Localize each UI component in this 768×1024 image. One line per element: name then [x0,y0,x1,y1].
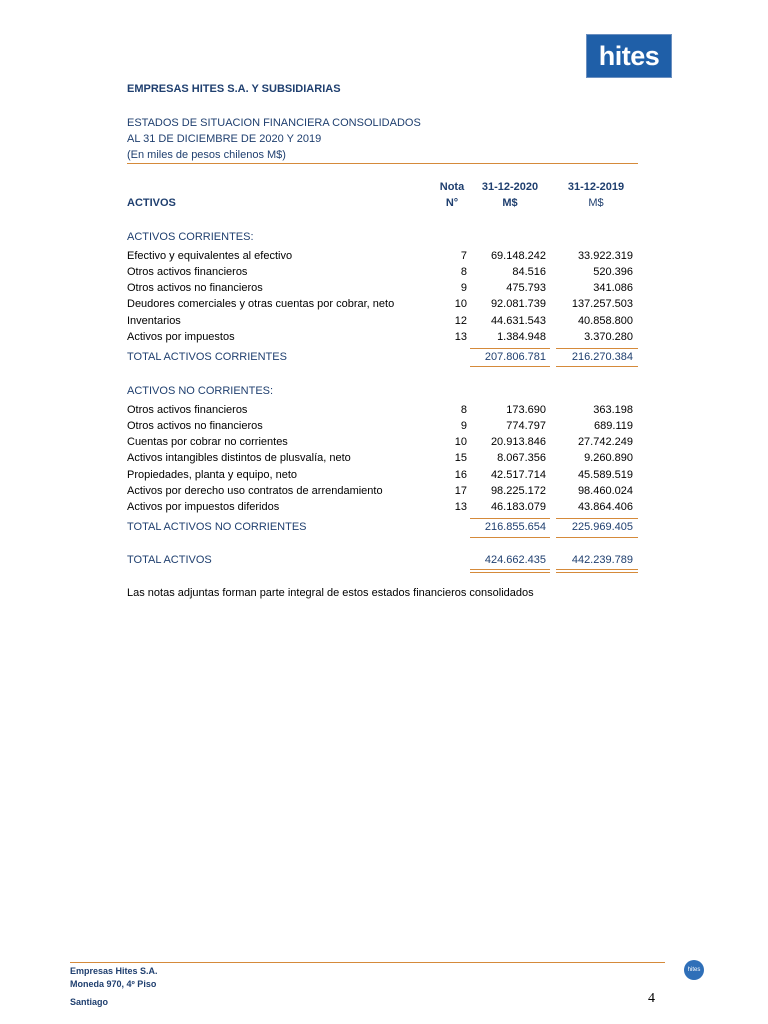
row-value-2020: 92.081.739 [490,298,546,310]
total-value-2020: 207.806.781 [484,351,546,363]
total-value-2019: 216.270.384 [571,351,633,363]
row-value-2020: 44.631.543 [490,315,546,327]
row-value-2020: 84.516 [512,266,546,278]
row-nota: 13 [454,331,467,343]
row-label: Activos por impuestos [127,331,235,343]
row-label: Propiedades, planta y equipo, neto [127,469,298,481]
row-value-2020: 20.913.846 [490,436,546,448]
footer-logo-text: hites [687,967,701,973]
row-value-2019: 689.119 [594,420,633,432]
total-rule-2019 [556,537,638,538]
row-label: Otros activos no financieros [127,282,263,294]
logo-text: hites [598,40,660,71]
table-row [127,404,638,420]
subtotal-rule-2020 [470,348,550,349]
row-label: Otros activos no financieros [127,420,263,432]
row-value-2020: 42.517.714 [490,469,546,481]
total-row [127,521,638,537]
table-row [127,420,638,436]
row-value-2020: 173.690 [506,404,546,416]
statement-units: (En miles de pesos chilenos M$) [127,149,286,161]
row-value-2019: 98.460.024 [577,485,633,497]
row-label: Otros activos financieros [127,404,248,416]
noncurrent-assets-heading: ACTIVOS NO CORRIENTES: [127,385,274,397]
grand-total-row [127,554,638,570]
footer-logo-icon [684,960,704,980]
row-nota: 7 [460,250,467,262]
col-2019-top: 31-12-2019 [567,181,625,193]
subtotal-rule-2020 [470,518,550,519]
row-value-2019: 520.396 [593,266,633,278]
grand-total-double-rule-2019 [556,572,638,573]
col-2020-top: 31-12-2020 [481,181,539,193]
footnote: Las notas adjuntas forman parte integral de estos estados financieros consolidados [127,587,534,599]
hites-logo [586,34,672,78]
footer-address: Moneda 970, 4º Piso [70,979,157,989]
row-nota: 17 [454,485,467,497]
total-value-2020: 216.855.654 [484,521,546,533]
row-value-2020: 774.797 [506,420,546,432]
row-label: Activos por derecho uso contratos de arrendamiento [127,485,383,497]
grand-total-rule-2019 [556,569,638,570]
row-value-2020: 8.067.356 [497,452,546,464]
section-header-activos: ACTIVOS [127,197,176,209]
table-row [127,331,638,347]
table-row [127,282,638,298]
row-nota: 9 [460,420,467,432]
subtotal-rule-2019 [556,518,638,519]
col-nota-bottom: N° [445,197,459,209]
row-nota: 10 [454,436,467,448]
total-rule-2020 [470,537,550,538]
row-label: Activos por impuestos diferidos [127,501,280,513]
row-value-2019: 27.742.249 [577,436,633,448]
footer-company: Empresas Hites S.A. [70,966,158,976]
grand-total-rule-2020 [470,569,550,570]
table-row [127,452,638,468]
grand-total-value-2019: 442.239.789 [571,554,633,566]
row-nota: 16 [454,469,467,481]
col-nota-top: Nota [439,181,465,193]
total-label: TOTAL ACTIVOS CORRIENTES [127,351,287,363]
total-row [127,351,638,367]
row-nota: 10 [454,298,467,310]
grand-total-label: TOTAL ACTIVOS [127,554,212,566]
row-value-2020: 69.148.242 [490,250,546,262]
total-rule-2020 [470,366,550,367]
footer-city: Santiago [70,997,109,1007]
row-nota: 9 [460,282,467,294]
row-nota: 12 [454,315,467,327]
total-label: TOTAL ACTIVOS NO CORRIENTES [127,521,307,533]
row-label: Efectivo y equivalentes al efectivo [127,250,293,262]
current-assets-heading: ACTIVOS CORRIENTES: [127,231,254,243]
row-value-2019: 363.198 [593,404,633,416]
table-row [127,266,638,282]
row-nota: 8 [460,404,467,416]
row-label: Otros activos financieros [127,266,248,278]
grand-total-value-2020: 424.662.435 [484,554,546,566]
row-label: Inventarios [127,315,181,327]
row-nota: 15 [454,452,467,464]
row-value-2019: 137.257.503 [571,298,633,310]
row-label: Deudores comerciales y otras cuentas por cobrar, neto [127,298,395,310]
row-value-2019: 3.370.280 [584,331,633,343]
table-row [127,501,638,517]
footer-rule [70,962,665,963]
table-row [127,485,638,501]
table-row [127,250,638,266]
page-number: 4 [648,991,655,1006]
total-rule-2019 [556,366,638,367]
row-label: Cuentas por cobrar no corrientes [127,436,288,448]
col-2019-bottom: M$ [588,197,604,209]
row-value-2019: 9.260.890 [584,452,633,464]
row-value-2019: 40.858.800 [577,315,633,327]
statement-date: AL 31 DE DICIEMBRE DE 2020 Y 2019 [127,133,322,145]
row-value-2019: 33.922.319 [577,250,633,262]
subtotal-rule-2019 [556,348,638,349]
table-row [127,298,638,314]
statement-title: ESTADOS DE SITUACION FINANCIERA CONSOLIDADOS [127,117,421,129]
row-nota: 8 [460,266,467,278]
row-nota: 13 [454,501,467,513]
table-row [127,469,638,485]
row-value-2020: 98.225.172 [490,485,546,497]
row-value-2020: 1.384.948 [497,331,546,343]
row-value-2019: 341.086 [593,282,633,294]
row-label: Activos intangibles distintos de plusvalía, neto [127,452,351,464]
grand-total-double-rule-2020 [470,572,550,573]
row-value-2020: 475.793 [506,282,546,294]
row-value-2020: 46.183.079 [490,501,546,513]
table-row [127,315,638,331]
company-name: EMPRESAS HITES S.A. Y SUBSIDIARIAS [127,83,341,95]
table-row [127,436,638,452]
header-rule [127,163,638,164]
col-2020-bottom: M$ [502,197,518,209]
total-value-2019: 225.969.405 [571,521,633,533]
row-value-2019: 43.864.406 [577,501,633,513]
row-value-2019: 45.589.519 [577,469,633,481]
